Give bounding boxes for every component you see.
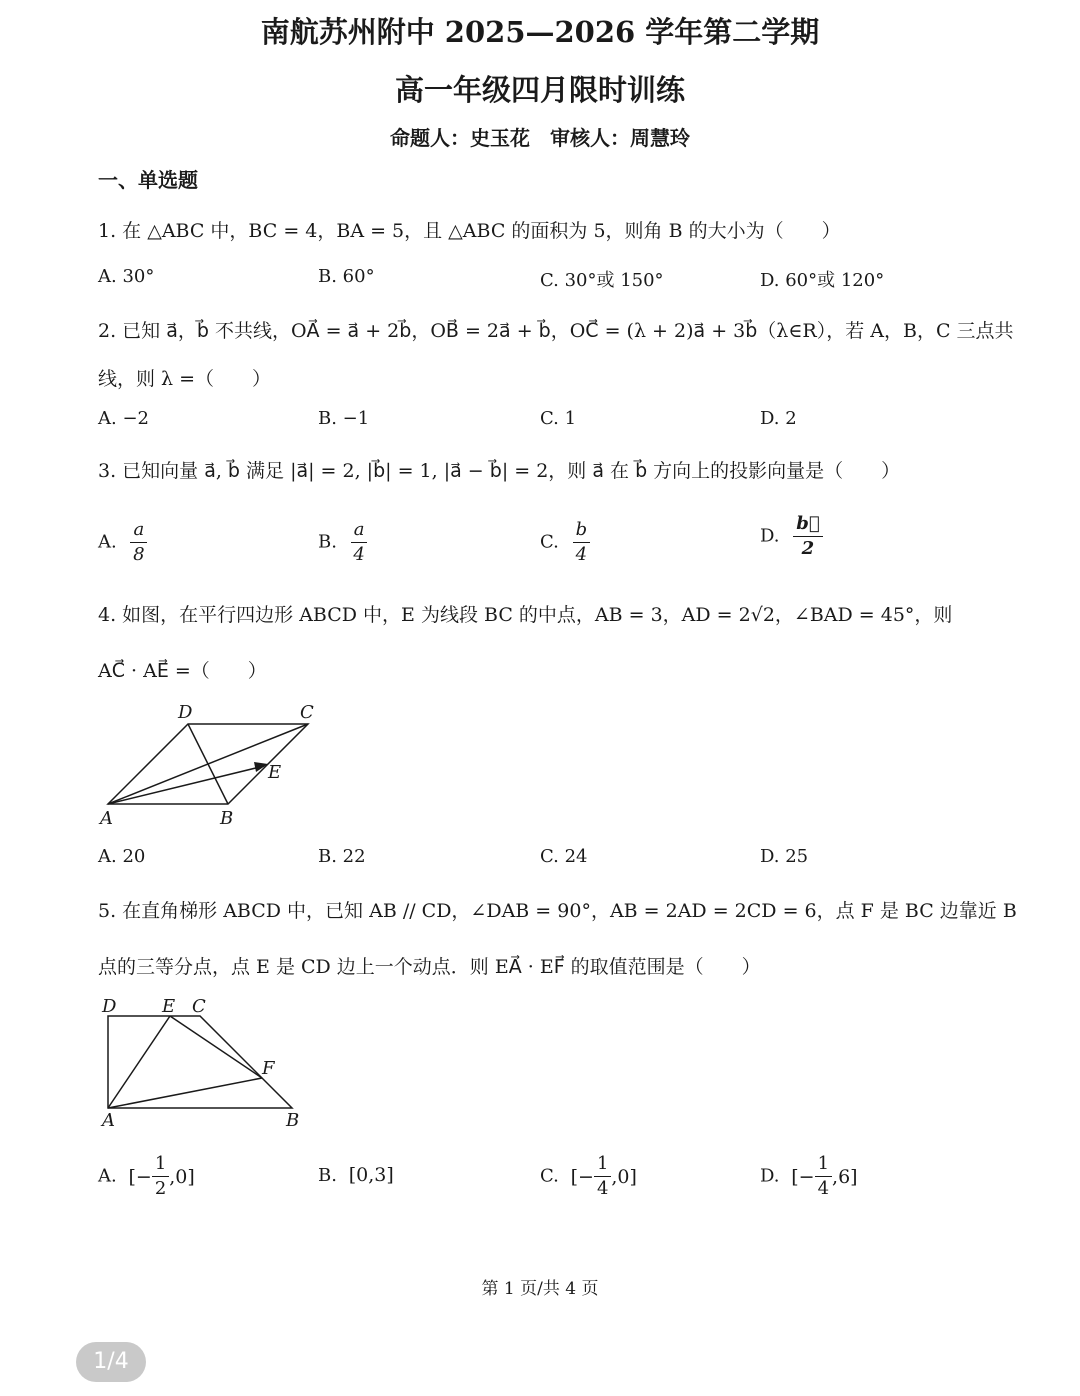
- segment-ae: [108, 766, 264, 804]
- q3-a-denominator: 8: [133, 544, 145, 565]
- q2-option-a: A. −2: [98, 408, 149, 429]
- q3-option-b: [318, 518, 367, 567]
- q5-c-denominator: 4: [596, 1178, 609, 1199]
- q5-option-a: [98, 1152, 195, 1201]
- q5-d-right: ,6]: [832, 1165, 858, 1188]
- q3-option-d-letter: D.: [760, 525, 780, 547]
- q3-b-denominator: 4: [353, 544, 365, 565]
- q5-a-numerator: 1: [152, 1152, 169, 1177]
- label-c: C: [192, 996, 206, 1017]
- q4-option-d: D. 25: [760, 846, 809, 867]
- q5-option-d-letter: D.: [760, 1165, 780, 1187]
- label-f: F: [262, 1058, 275, 1079]
- parallelogram-figure: [96, 700, 326, 830]
- label-b: B: [220, 808, 234, 829]
- q3-option-a: [98, 518, 147, 567]
- q5-d-denominator: 4: [817, 1178, 830, 1199]
- q3-c-numerator: b: [573, 518, 591, 543]
- question-4-stem-cont: AC⃗ · AE⃗ =（ ）: [98, 660, 267, 682]
- question-5-stem: 5. 在直角梯形 ABCD 中，已知 AB // CD，∠DAB = 90°，AB = 2AD = 2CD = 6，点 F 是 BC 边靠近 B: [98, 900, 1017, 922]
- q5-option-c-letter: C.: [540, 1165, 559, 1187]
- label-a: A: [102, 1110, 115, 1130]
- q3-c-denominator: 4: [575, 544, 588, 565]
- q1-option-d: D. 60°或 120°: [760, 270, 885, 291]
- label-c: C: [300, 702, 314, 723]
- q3-option-b-letter: B.: [318, 531, 337, 553]
- q3-option-c-fraction: [573, 518, 591, 567]
- q4-option-c: C. 24: [540, 846, 588, 867]
- q5-option-c-fraction: [594, 1152, 611, 1201]
- segment-ef: [170, 1016, 262, 1078]
- section-heading: 一、单选题: [98, 168, 198, 192]
- q5-a-right: ,0]: [169, 1165, 195, 1188]
- question-2-stem-cont: 线，则 λ =（ ）: [98, 368, 272, 390]
- q3-option-c: [540, 518, 590, 567]
- label-e: E: [162, 996, 176, 1017]
- q5-option-d-fraction: [815, 1152, 832, 1201]
- q2-option-b: B. −1: [318, 408, 370, 429]
- q3-option-a-fraction: [130, 518, 147, 567]
- q5-option-b-letter: B.: [318, 1165, 337, 1186]
- q5-a-left: [−: [128, 1165, 152, 1188]
- page-indicator[interactable]: 1/4: [76, 1342, 146, 1382]
- q5-c-numerator: 1: [594, 1152, 611, 1177]
- diagonal-bd: [188, 724, 228, 804]
- question-4-stem: 4. 如图，在平行四边形 ABCD 中，E 为线段 BC 的中点，AB = 3，AD = 2√2，∠BAD = 45°，则: [98, 604, 953, 626]
- q5-d-left: [−: [791, 1165, 815, 1188]
- q5-option-b: [318, 1164, 394, 1186]
- q4-option-a: A. 20: [98, 846, 146, 867]
- label-a: A: [100, 808, 113, 829]
- q1-option-b: B. 60°: [318, 266, 375, 287]
- q2-option-c: C. 1: [540, 408, 577, 429]
- q1-option-a: A. 30°: [98, 266, 155, 287]
- q5-option-b-value: [0,3]: [348, 1164, 394, 1186]
- q2-option-d: D. 2: [760, 408, 797, 429]
- trapezoid-figure: [96, 990, 316, 1130]
- q3-option-d-fraction: [793, 512, 822, 561]
- q5-option-a-letter: A.: [98, 1165, 117, 1187]
- q5-option-a-fraction: [152, 1152, 169, 1201]
- label-d: D: [178, 702, 193, 723]
- q3-option-a-letter: A.: [98, 531, 117, 553]
- label-d: D: [102, 996, 117, 1017]
- q5-a-denominator: 2: [154, 1178, 167, 1199]
- segment-ae: [108, 1016, 170, 1108]
- segment-af: [108, 1078, 262, 1108]
- q3-option-b-fraction: [351, 518, 368, 567]
- q3-option-d: [760, 512, 823, 561]
- q5-c-left: [−: [570, 1165, 594, 1188]
- question-5-stem-cont: 点的三等分点，点 E 是 CD 边上一个动点．则 EA⃗ · EF⃗ 的取值范围是（ ）: [98, 956, 761, 978]
- question-1-stem: 1. 在 △ABC 中，BC = 4，BA = 5，且 △ABC 的面积为 5，则角 B 的大小为（ ）: [98, 220, 841, 242]
- q3-d-numerator: b⃗: [793, 512, 822, 537]
- q1-option-c: C. 30°或 150°: [540, 270, 664, 291]
- page-footer: 第 1 页/共 4 页: [481, 1279, 599, 1299]
- q3-option-c-letter: C.: [540, 531, 559, 553]
- q5-option-d: [760, 1152, 858, 1201]
- q5-d-numerator: 1: [815, 1152, 832, 1177]
- q3-b-numerator: a: [351, 518, 368, 543]
- q4-option-b: B. 22: [318, 846, 366, 867]
- label-e: E: [268, 762, 282, 783]
- q5-option-c: [540, 1152, 637, 1201]
- exam-authors: 命题人：史玉花 审核人：周慧玲: [390, 126, 690, 150]
- q3-a-numerator: a: [130, 518, 147, 543]
- label-b: B: [286, 1110, 300, 1130]
- q3-d-denominator: 2: [801, 538, 815, 559]
- q5-c-right: ,0]: [611, 1165, 637, 1188]
- question-3-stem: 3. 已知向量 a⃗, b⃗ 满足 |a⃗| = 2, |b⃗| = 1, |a⃗ − b⃗| = 2，则 a⃗ 在 b⃗ 方向上的投影向量是（ ）: [98, 460, 901, 482]
- exam-subtitle: 高一年级四月限时训练: [394, 73, 685, 107]
- exam-title: 南航苏州附中 2025—2026 学年第二学期: [260, 15, 820, 49]
- question-2-stem: 2. 已知 a⃗，b⃗ 不共线，OA⃗ = a⃗ + 2b⃗，OB⃗ = 2a⃗ + b⃗，OC⃗ = (λ + 2)a⃗ + 3b⃗（λ∈R），若 A，B，C 三点共: [98, 320, 1014, 342]
